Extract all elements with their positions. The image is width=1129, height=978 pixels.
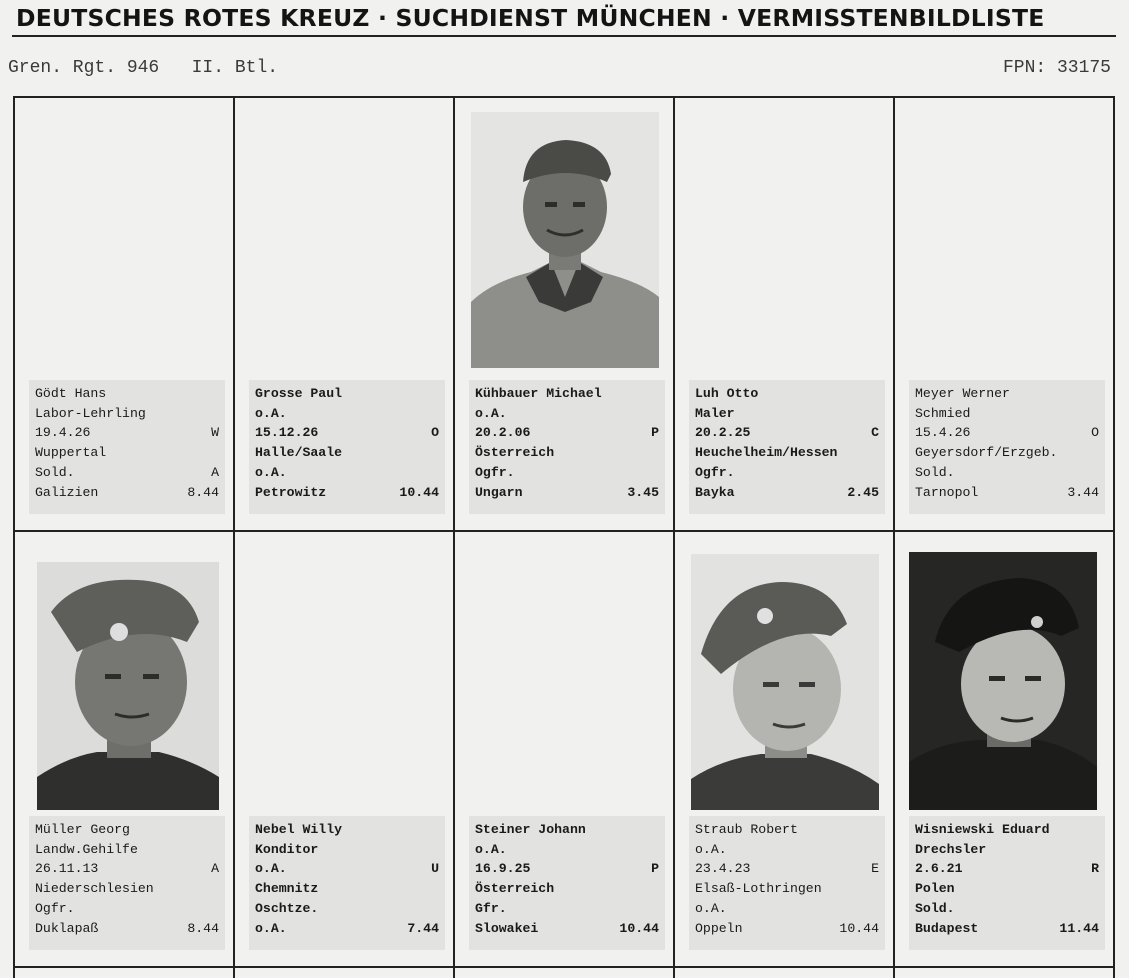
unit-label: Gren. Rgt. 946 II. Btl.: [8, 58, 279, 78]
person-birth-date: 15.4.26: [915, 425, 971, 441]
person-occupation: o.A.: [475, 841, 507, 857]
person-last-date: 2.45: [847, 484, 879, 500]
person-birth-date: 19.4.26: [35, 425, 91, 441]
person-occupation: o.A.: [695, 841, 727, 857]
person-card: [895, 98, 1113, 531]
person-code: C: [871, 425, 879, 441]
person-code: O: [1091, 425, 1099, 441]
portrait-image: [909, 552, 1097, 810]
person-card: [15, 98, 233, 531]
person-card: [235, 532, 453, 965]
person-birth-place: Polen: [915, 881, 955, 897]
person-last-date: 10.44: [399, 484, 439, 500]
person-photo: [691, 554, 879, 810]
person-code: P: [651, 861, 659, 877]
person-birth-date: o.A.: [255, 861, 287, 877]
person-rank: Sold.: [915, 900, 955, 916]
portrait-image: [691, 554, 879, 810]
person-rank: Sold.: [35, 464, 75, 480]
person-last-place: Duklapaß: [35, 920, 99, 936]
person-last-place: o.A.: [255, 920, 287, 936]
person-photo: [471, 112, 659, 368]
person-last-place: Petrowitz: [255, 484, 327, 500]
person-info: [249, 816, 445, 950]
person-birth-place: Heuchelheim/Hessen: [695, 445, 838, 461]
person-rank: Gfr.: [475, 900, 507, 916]
person-card: [235, 98, 453, 531]
person-occupation: Landw.Gehilfe: [35, 841, 138, 857]
person-card: [895, 532, 1113, 965]
person-code: P: [651, 425, 659, 441]
person-birth-date: 15.12.26: [255, 425, 319, 441]
person-code: R: [1091, 861, 1099, 877]
grid-line-bottom: [13, 966, 1114, 968]
portrait-image: [471, 112, 659, 368]
person-card: [15, 532, 233, 965]
person-name: Grosse Paul: [255, 386, 343, 401]
person-card: [455, 98, 673, 531]
person-last-date: 11.44: [1059, 920, 1099, 936]
person-photo: [37, 562, 219, 810]
person-info: [909, 816, 1105, 950]
person-last-date: 10.44: [619, 920, 659, 936]
person-info: [469, 380, 665, 514]
person-occupation: Schmied: [915, 405, 971, 421]
person-birth-date: 23.4.23: [695, 861, 751, 877]
person-rank: o.A.: [255, 464, 287, 480]
person-rank: Ogfr.: [695, 464, 735, 480]
person-birth-place: Chemnitz: [255, 881, 319, 897]
person-card: [455, 532, 673, 965]
person-birth-date: 20.2.25: [695, 425, 751, 441]
person-last-place: Bayka: [695, 484, 735, 500]
person-info: [29, 380, 225, 514]
person-card: [675, 532, 893, 965]
page-title: DEUTSCHES ROTES KREUZ · SUCHDIENST MÜNCHEN · VERMISSTENBILDLISTE: [16, 4, 1045, 32]
person-name: Straub Robert: [695, 822, 798, 837]
person-birth-place: Österreich: [475, 881, 555, 897]
person-last-date: 7.44: [407, 920, 439, 936]
person-occupation: Drechsler: [915, 841, 987, 857]
person-birth-place: Niederschlesien: [35, 881, 154, 897]
person-card: [675, 98, 893, 531]
person-photo: [909, 552, 1097, 810]
person-name: Kühbauer Michael: [475, 386, 602, 401]
person-last-place: Oppeln: [695, 920, 743, 936]
person-info: [689, 380, 885, 514]
person-name: Wisniewski Eduard: [915, 822, 1050, 837]
portrait-image: [37, 562, 219, 810]
person-last-place: Galizien: [35, 484, 99, 500]
person-rank: Ogfr.: [35, 900, 75, 916]
person-code: W: [211, 425, 219, 441]
person-info: [689, 816, 885, 950]
person-birth-place: Österreich: [475, 445, 555, 461]
person-name: Meyer Werner: [915, 386, 1010, 401]
person-last-date: 10.44: [839, 920, 879, 936]
person-birth-place: Halle/Saale: [255, 445, 343, 461]
person-birth-place: Elsaß-Lothringen: [695, 881, 822, 897]
person-birth-date: 26.11.13: [35, 861, 99, 877]
person-rank: Oschtze.: [255, 900, 319, 916]
person-occupation: Labor-Lehrling: [35, 405, 146, 421]
person-name: Luh Otto: [695, 386, 759, 401]
person-name: Steiner Johann: [475, 822, 586, 837]
person-last-place: Ungarn: [475, 484, 523, 500]
person-last-place: Tarnopol: [915, 484, 979, 500]
person-last-date: 3.44: [1067, 484, 1099, 500]
person-name: Nebel Willy: [255, 822, 343, 837]
person-occupation: o.A.: [255, 405, 287, 421]
person-info: [909, 380, 1105, 514]
person-last-place: Slowakei: [475, 920, 539, 936]
title-rule: [12, 35, 1116, 37]
person-info: [249, 380, 445, 514]
person-info: [29, 816, 225, 950]
grid-col-line: [1113, 96, 1115, 978]
person-rank-code: A: [211, 464, 219, 480]
person-birth-place: Geyersdorf/Erzgeb.: [915, 445, 1058, 461]
person-code: E: [871, 861, 879, 877]
person-info: [469, 816, 665, 950]
person-last-place: Budapest: [915, 920, 979, 936]
fpn-label: FPN: 33175: [1002, 58, 1111, 78]
person-code: O: [431, 425, 439, 441]
person-last-date: 8.44: [187, 484, 219, 500]
person-code: A: [211, 861, 219, 877]
person-rank: Sold.: [915, 464, 955, 480]
person-name: Müller Georg: [35, 822, 130, 837]
person-occupation: Konditor: [255, 841, 319, 857]
person-occupation: Maler: [695, 405, 735, 421]
person-rank: o.A.: [695, 900, 727, 916]
person-code: U: [431, 861, 439, 877]
person-birth-date: 16.9.25: [475, 861, 531, 877]
person-last-date: 8.44: [187, 920, 219, 936]
person-name: Gödt Hans: [35, 386, 107, 401]
person-last-date: 3.45: [627, 484, 659, 500]
person-occupation: o.A.: [475, 405, 507, 421]
person-birth-date: 2.6.21: [915, 861, 963, 877]
person-birth-date: 20.2.06: [475, 425, 531, 441]
person-rank: Ogfr.: [475, 464, 515, 480]
person-birth-place: Wuppertal: [35, 445, 107, 461]
